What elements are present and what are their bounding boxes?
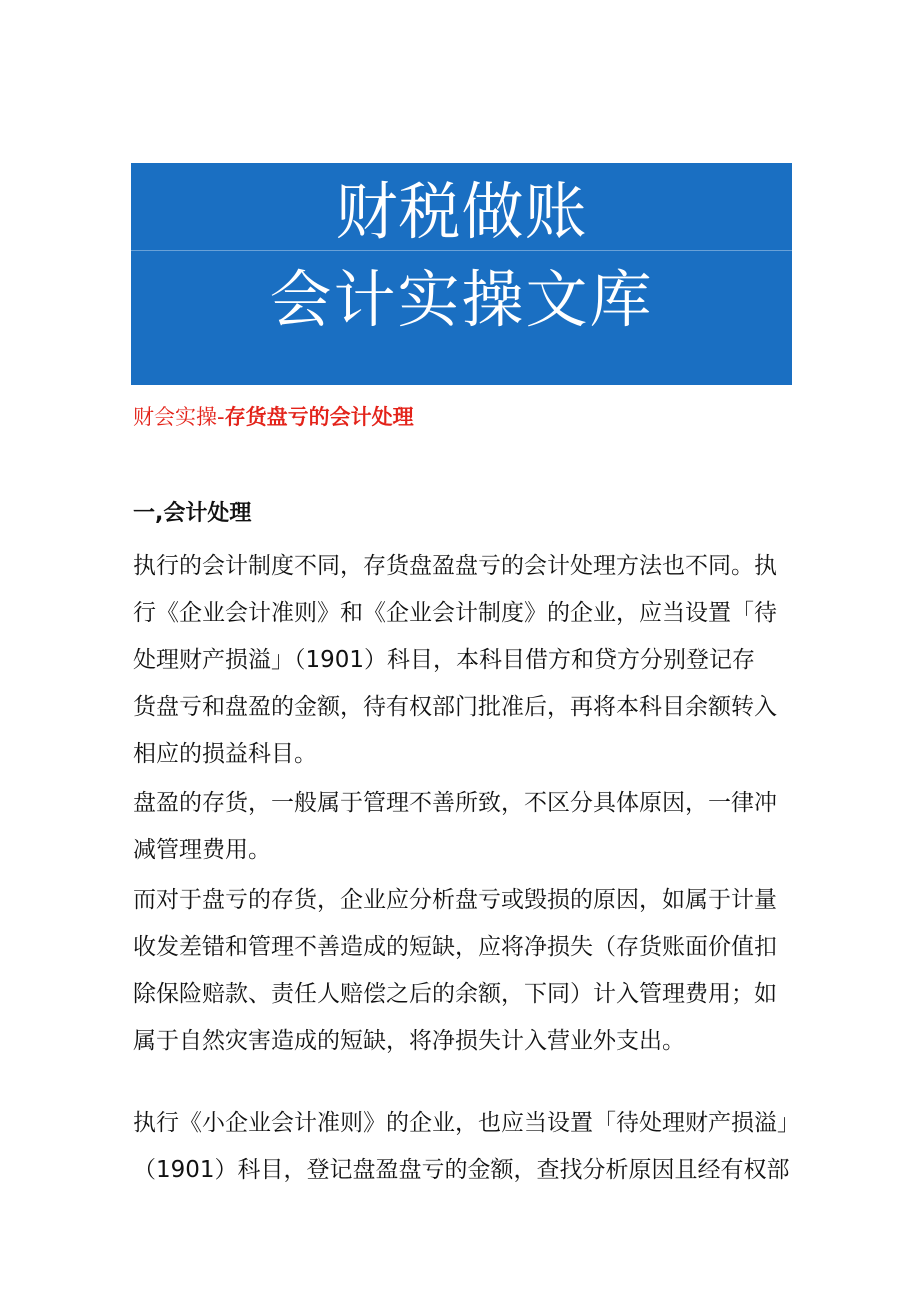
paragraph-line: 处理财产损溢」（1901）科目，本科目借方和贷方分别登记存 [133, 647, 756, 673]
paragraph-line: （1901）科目，登记盘盈盘亏的金额，查找分析原因且经有权部 [133, 1157, 790, 1183]
section-heading: 一,会计处理 [133, 501, 252, 526]
title-banner [131, 163, 792, 385]
paragraph-line: 盘盈的存货，一般属于管理不善所致，不区分具体原因，一律冲 [133, 790, 777, 816]
paragraph-line: 相应的损益科目。 [133, 741, 317, 767]
banner-title-line-2: 会计实操文库 [269, 263, 654, 336]
paragraph-line: 货盘亏和盘盈的金额，待有权部门批准后，再将本科目余额转入 [133, 694, 777, 720]
subtitle-topic: 存货盘亏的会计处理 [224, 405, 414, 429]
paragraph-1 [133, 543, 777, 778]
paragraph-2 [133, 780, 777, 874]
paragraph-line: 减管理费用。 [133, 837, 271, 863]
banner-title-line-1: 财税做账 [335, 175, 588, 248]
paragraph-line: 而对于盘亏的存货，企业应分析盘亏或毁损的原因，如属于计量 [133, 887, 777, 913]
paragraph-3 [133, 877, 777, 1065]
paragraph-4 [133, 1100, 800, 1194]
document-subtitle [133, 402, 414, 432]
paragraph-line: 行《企业会计准则》和《企业会计制度》的企业，应当设置「待 [133, 600, 777, 626]
paragraph-line: 收发差错和管理不善造成的短缺，应将净损失（存货账面价值扣 [133, 934, 777, 960]
paragraph-line: 执行的会计制度不同，存货盘盈盘亏的会计处理方法也不同。执 [133, 553, 777, 579]
paragraph-line: 执行《小企业会计准则》的企业，也应当设置「待处理财产损溢」 [133, 1110, 800, 1136]
paragraph-line: 属于自然灾害造成的短缺，将净损失计入营业外支出。 [133, 1028, 685, 1054]
banner-divider [131, 250, 792, 251]
subtitle-prefix: 财会实操- [133, 405, 225, 429]
paragraph-line: 除保险赔款、责任人赔偿之后的余额，下同）计入管理费用；如 [133, 981, 777, 1007]
